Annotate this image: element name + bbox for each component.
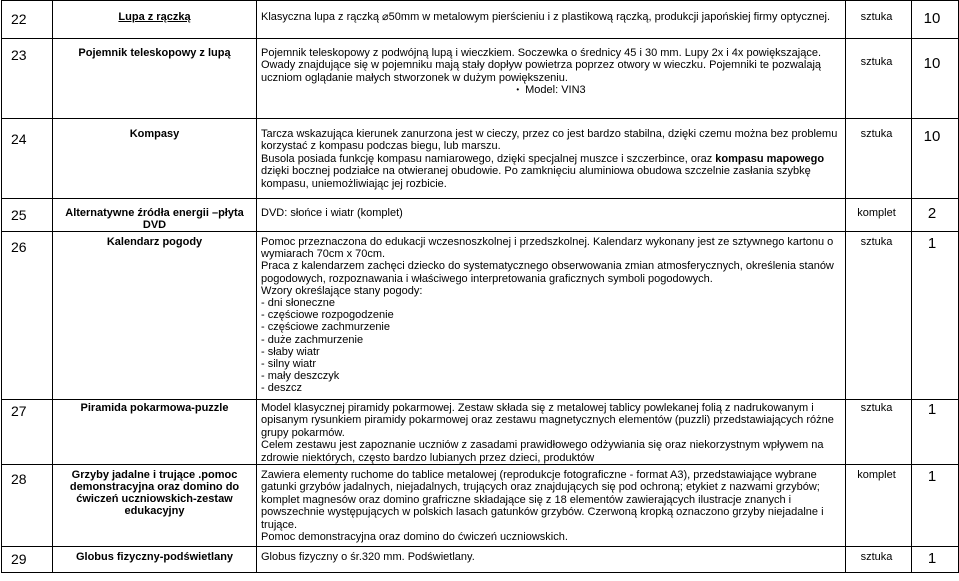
- product-name: Kalendarz pogody: [53, 232, 257, 400]
- quantity-cell: 10: [912, 1, 959, 39]
- product-description: Tarcza wskazująca kierunek zanurzona jest w cieczy, przez co jest bardzo stabilna, dzięki czemu można bez problemu korzystać z kompasu podczas biegu, lub marszu. Busola posiada funkcję kompasu namiarowego, dzięki specjalnej muszce i szczerbince, oraz kompasu mapowego dzięki bocznej podziałce na otwieranej obudowie. Po zamknięciu aluminiowa obudowa szczelnie zasłania szybkę kompasu, uniemożliwiając jej rozbicie.: [257, 119, 846, 199]
- product-name: Globus fizyczny-podświetlany: [53, 547, 257, 573]
- product-name: Grzyby jadalne i trujące .pomoc demonstracyjna oraz domino do ćwiczeń uczniowskich-zestaw edukacyjny: [53, 465, 257, 547]
- table-row: [2, 465, 959, 547]
- row-number: 29: [2, 547, 53, 573]
- quantity-cell: 2: [912, 199, 959, 232]
- unit-cell: sztuka: [846, 39, 912, 119]
- product-name: Kompasy: [53, 119, 257, 199]
- product-description: Model klasycznej piramidy pokarmowej. Zestaw składa się z metalowej tablicy powlekanej folią z nadrukowanym i opisanym rysunkiem piramidy pokarmowej oraz zestawu magnetycznych elementów (puzzli) przedstawiających różne grupy pokarmów. Celem zestawu jest zapoznanie uczniów z zasadami prawidłowego odżywiania się oraz niekorzystnym wpływem na zdrowie niektórych, często bardzo lubianych przez dzieci, produktów: [257, 400, 846, 465]
- table-row: [2, 199, 959, 232]
- unit-cell: sztuka: [846, 547, 912, 573]
- table-row: [2, 232, 959, 400]
- unit-cell: sztuka: [846, 232, 912, 400]
- row-number: 27: [2, 400, 53, 465]
- quantity-cell: 1: [912, 465, 959, 547]
- product-description: Pomoc przeznaczona do edukacji wczesnoszkolnej i przedszkolnej. Kalendarz wykonany jest ze sztywnego kartonu o wymiarach 70cm x 70cm. Praca z kalendarzem zachęci dziecko do systematycznego obserwowania zmian atmosferycznych, określenia stanów pogodowych, rozpoznawania i właściwego interpretowania graficznych symboli pogodowych. Wzory określające stany pogody: - dni słoneczne - częściowe rozpogodzenie - częściowe zachmurzenie - duże zachmurzenie - słaby wiatr - silny wiatr - mały deszczyk - deszcz: [257, 232, 846, 400]
- table-row: [2, 39, 959, 119]
- table-row: [2, 547, 959, 573]
- product-name: Pojemnik teleskopowy z lupą: [53, 39, 257, 119]
- model-label: • Model: VIN3: [261, 84, 841, 97]
- product-description: DVD: słońce i wiatr (komplet): [257, 199, 846, 232]
- row-number: 26: [2, 232, 53, 400]
- row-number: 24: [2, 119, 53, 199]
- unit-cell: sztuka: [846, 119, 912, 199]
- quantity-cell: 1: [912, 547, 959, 573]
- product-table: [1, 0, 959, 573]
- row-number: 28: [2, 465, 53, 547]
- quantity-cell: 10: [912, 119, 959, 199]
- product-name: Lupa z rączką: [53, 1, 257, 39]
- product-name: Piramida pokarmowa-puzzle: [53, 400, 257, 465]
- unit-cell: komplet: [846, 465, 912, 547]
- unit-cell: sztuka: [846, 1, 912, 39]
- unit-cell: komplet: [846, 199, 912, 232]
- table-row: [2, 119, 959, 199]
- row-number: 23: [2, 39, 53, 119]
- product-description: Globus fizyczny o śr.320 mm. Podświetlany.: [257, 547, 846, 573]
- table-row: [2, 400, 959, 465]
- product-description: Pojemnik teleskopowy z podwójną lupą i wieczkiem. Soczewka o średnicy 45 i 30 mm. Lupy 2x i 4x powiększające. Owady znajdujące się w pojemniku mają stały dopływ powietrza poprzez otwory w wieczku. Pojemniki te pozwalają uczniom oglądanie małych stworzonek w dużym powiększeniu. • Model: VIN3: [257, 39, 846, 119]
- row-number: 25: [2, 199, 53, 232]
- product-description: Klasyczna lupa z rączką ⌀50mm w metalowym pierścieniu i z plastikową rączką, produkcji japońskiej firmy optycznej.: [257, 1, 846, 39]
- table-row: [2, 1, 959, 39]
- quantity-cell: 1: [912, 232, 959, 400]
- product-description: Zawiera elementy ruchome do tablice metalowej (reprodukcje fotograficzne - format A3), przedstawiające wybrane gatunki grzybów jadalnych, niejadalnych, trujących oraz znajdujących się pod ochroną; etykiet z nazwami grzybów; komplet magnesów oraz domino grafriczne składające się z 18 elementów zawierających ilustracje znanych i powszechnie występujących w polskich lasach gatunków grzybów. Czerwoną kropką oznaczono grzyby niejadalne i trujące. Pomoc demonstracyjna oraz domino do ćwiczeń uczniowskich.: [257, 465, 846, 547]
- unit-cell: sztuka: [846, 400, 912, 465]
- quantity-cell: 1: [912, 400, 959, 465]
- quantity-cell: 10: [912, 39, 959, 119]
- row-number: 22: [2, 1, 53, 39]
- product-name: Alternatywne źródła energii –płyta DVD: [53, 199, 257, 232]
